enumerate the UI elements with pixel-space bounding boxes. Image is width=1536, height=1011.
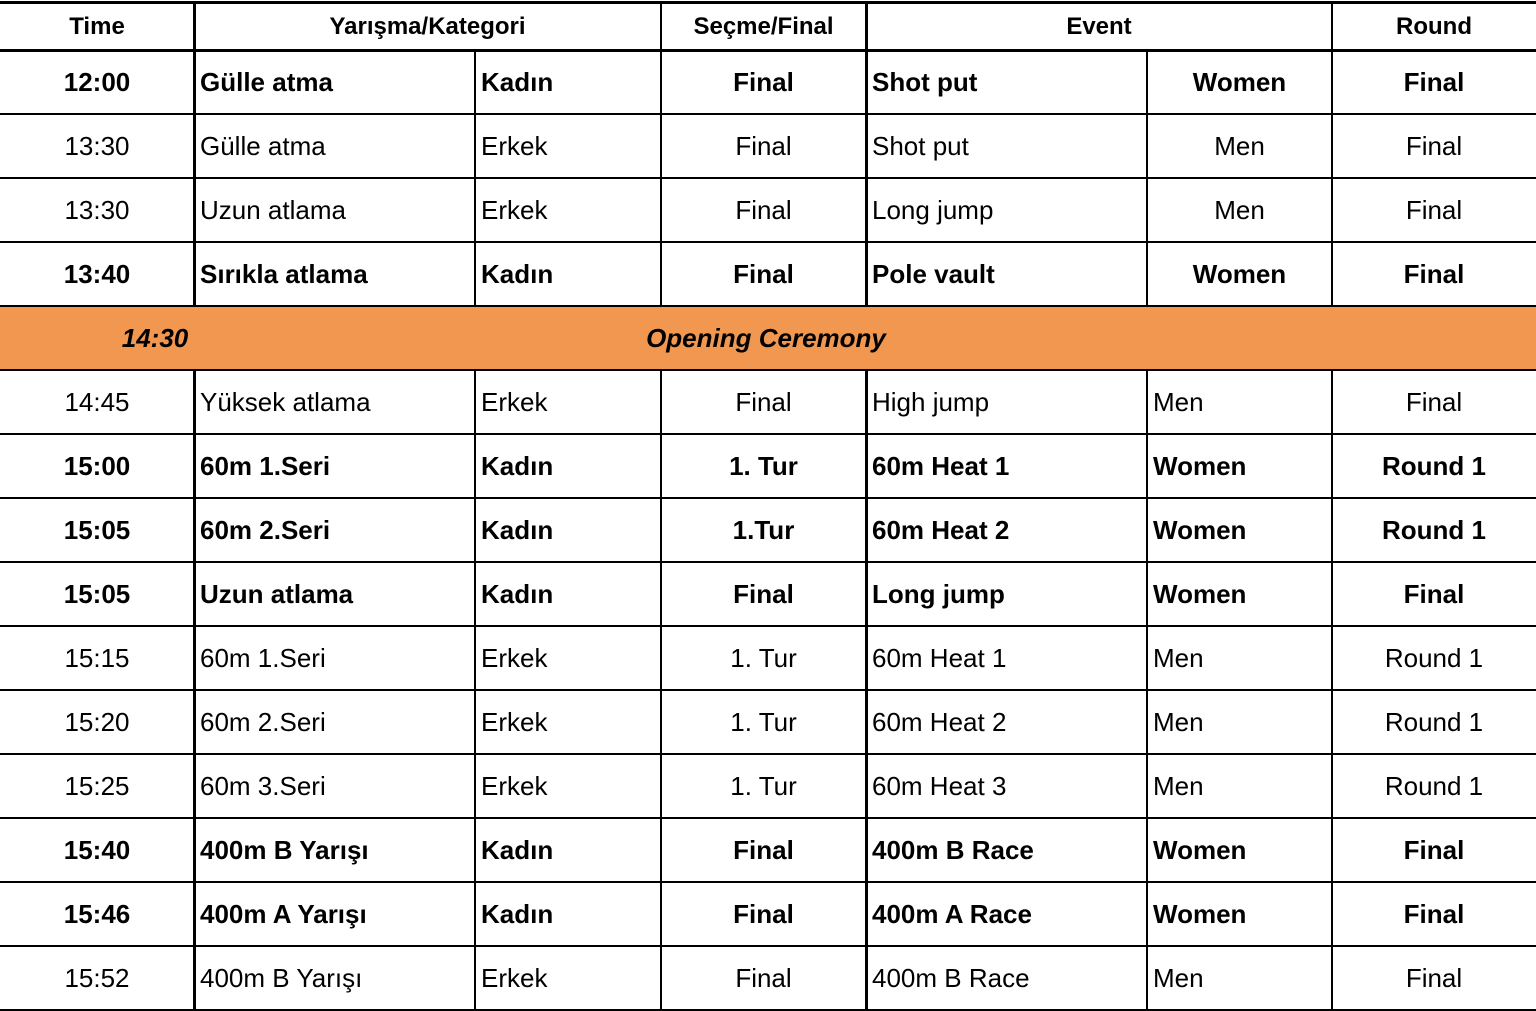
cell-kategori: Erkek: [481, 642, 548, 673]
cell-round: Final: [1405, 386, 1463, 417]
column-border: [1331, 754, 1333, 818]
column-border: [660, 434, 662, 498]
cell-kategori: Kadın: [481, 578, 554, 609]
column-border: [1146, 946, 1148, 1010]
cell-yarisma: 60m 3.Seri: [200, 770, 326, 801]
cell-time: 15:25: [64, 770, 130, 801]
column-border: [193, 370, 196, 434]
row-border: [0, 881, 1536, 883]
column-border: [193, 242, 196, 306]
column-border: [193, 754, 196, 818]
cell-gender: Women: [1153, 834, 1247, 865]
column-border: [1146, 434, 1148, 498]
cell-time: 15:05: [63, 514, 131, 545]
column-border: [865, 690, 868, 754]
cell-round: Round 1: [1384, 642, 1484, 673]
header-round: Round: [1396, 13, 1472, 40]
column-border: [865, 370, 868, 434]
column-border: [1146, 882, 1148, 946]
column-border: [660, 50, 662, 114]
column-border: [1331, 434, 1333, 498]
column-border: [865, 882, 868, 946]
cell-kategori: Kadın: [481, 514, 554, 545]
cell-gender: Men: [1153, 386, 1204, 417]
cell-time: 15:05: [63, 578, 131, 609]
cell-secme: Final: [733, 258, 794, 289]
column-border: [660, 626, 662, 690]
column-border: [1331, 818, 1333, 882]
cell-yarisma: 400m B Yarışı: [200, 962, 363, 993]
cell-kategori: Kadın: [481, 450, 554, 481]
column-border: [474, 562, 476, 626]
column-border: [660, 2, 662, 50]
column-border: [193, 818, 196, 882]
cell-secme: 1.Tur: [732, 514, 795, 545]
column-border: [865, 434, 868, 498]
cell-yarisma: 400m B Yarışı: [200, 834, 369, 865]
cell-gender: Women: [1153, 898, 1247, 929]
column-border: [1146, 818, 1148, 882]
cell-yarisma: 60m 2.Seri: [200, 514, 331, 545]
cell-kategori: Kadın: [481, 834, 554, 865]
cell-secme: Final: [733, 898, 794, 929]
row-border: [0, 369, 1536, 371]
cell-secme: 1. Tur: [730, 770, 797, 801]
column-border: [1331, 690, 1333, 754]
header-event: Event: [1066, 13, 1132, 40]
row-border: [0, 1, 1536, 4]
cell-yarisma: Sırıkla atlama: [200, 258, 368, 289]
column-border: [660, 114, 662, 178]
column-border: [865, 114, 868, 178]
cell-kategori: Kadın: [481, 898, 554, 929]
row-border: [0, 625, 1536, 627]
row-border: [0, 177, 1536, 179]
column-border: [474, 178, 476, 242]
cell-time: 15:46: [63, 898, 131, 929]
cell-secme: Final: [733, 578, 794, 609]
column-border: [1146, 690, 1148, 754]
cell-secme: 1. Tur: [730, 706, 797, 737]
column-border: [865, 50, 868, 114]
cell-secme: Final: [735, 130, 792, 161]
column-border: [1146, 242, 1148, 306]
cell-time: 13:40: [63, 258, 131, 289]
column-border: [474, 434, 476, 498]
cell-time: 15:52: [64, 962, 130, 993]
column-border: [1146, 498, 1148, 562]
cell-time: 13:30: [64, 130, 130, 161]
cell-yarisma: Yüksek atlama: [200, 386, 371, 417]
column-border: [193, 946, 196, 1010]
column-border: [474, 498, 476, 562]
cell-gender: Men: [1214, 194, 1265, 225]
cell-event: Long jump: [872, 194, 994, 225]
column-border: [865, 498, 868, 562]
header-stage: Seçme/Final: [693, 13, 834, 40]
cell-event: Shot put: [872, 130, 969, 161]
column-border: [474, 818, 476, 882]
column-border: [865, 818, 868, 882]
column-border: [660, 690, 662, 754]
cell-round: Round 1: [1382, 450, 1486, 481]
cell-kategori: Kadın: [481, 258, 554, 289]
column-border: [865, 242, 868, 306]
column-border: [660, 754, 662, 818]
column-border: [193, 434, 196, 498]
column-border: [193, 178, 196, 242]
column-border: [865, 562, 868, 626]
column-border: [474, 946, 476, 1010]
column-border: [1331, 498, 1333, 562]
cell-event: 60m Heat 1: [872, 450, 1010, 481]
column-border: [865, 626, 868, 690]
row-border: [0, 945, 1536, 947]
cell-round: Final: [1403, 66, 1465, 97]
cell-event: 60m Heat 2: [872, 706, 1007, 737]
column-border: [193, 562, 196, 626]
cell-event: 400m A Race: [872, 898, 1032, 929]
column-border: [1146, 178, 1148, 242]
column-border: [1331, 50, 1333, 114]
cell-yarisma: 60m 1.Seri: [200, 642, 326, 673]
cell-time: 15:20: [64, 706, 130, 737]
cell-yarisma: 60m 1.Seri: [200, 450, 331, 481]
cell-event: 60m Heat 1: [872, 642, 1007, 673]
cell-yarisma: Gülle atma: [200, 130, 326, 161]
cell-event: Long jump: [872, 578, 1005, 609]
cell-gender: Men: [1214, 130, 1265, 161]
column-border: [1331, 626, 1333, 690]
cell-event: Pole vault: [872, 258, 995, 289]
column-border: [474, 626, 476, 690]
row-border: [0, 497, 1536, 499]
column-border: [474, 50, 476, 114]
cell-time: 15:40: [63, 834, 131, 865]
cell-yarisma: 400m A Yarışı: [200, 898, 367, 929]
cell-round: Final: [1405, 130, 1463, 161]
cell-event: High jump: [872, 386, 990, 417]
column-border: [660, 242, 662, 306]
cell-kategori: Erkek: [481, 130, 548, 161]
cell-gender: Women: [1153, 578, 1247, 609]
row-border: [0, 113, 1536, 115]
cell-round: Round 1: [1382, 514, 1486, 545]
column-border: [193, 498, 196, 562]
cell-yarisma: 60m 2.Seri: [200, 706, 326, 737]
row-border: [0, 49, 1536, 52]
cell-round: Round 1: [1384, 706, 1484, 737]
column-border: [660, 498, 662, 562]
cell-secme: 1. Tur: [729, 450, 798, 481]
row-border: [0, 753, 1536, 755]
cell-secme: Final: [735, 194, 792, 225]
cell-gender: Men: [1153, 962, 1204, 993]
cell-kategori: Erkek: [481, 962, 548, 993]
column-border: [474, 882, 476, 946]
cell-kategori: Kadın: [481, 66, 554, 97]
column-border: [660, 818, 662, 882]
cell-round: Round 1: [1384, 770, 1484, 801]
column-border: [1146, 562, 1148, 626]
column-border: [1146, 370, 1148, 434]
cell-secme: Final: [733, 66, 794, 97]
row-border: [0, 433, 1536, 435]
cell-gender: Men: [1153, 770, 1204, 801]
column-border: [474, 370, 476, 434]
cell-kategori: Erkek: [481, 386, 548, 417]
column-border: [1146, 626, 1148, 690]
row-border: [0, 241, 1536, 243]
ceremony-time: 14:30: [121, 322, 189, 353]
cell-secme: 1. Tur: [730, 642, 797, 673]
cell-round: Final: [1405, 962, 1463, 993]
column-border: [193, 882, 196, 946]
column-border: [1331, 370, 1333, 434]
cell-secme: Final: [735, 962, 792, 993]
cell-event: 400m B Race: [872, 962, 1030, 993]
cell-yarisma: Uzun atlama: [200, 578, 354, 609]
column-border: [1146, 754, 1148, 818]
cell-time: 14:45: [64, 386, 130, 417]
cell-round: Final: [1403, 834, 1465, 865]
cell-round: Final: [1403, 578, 1465, 609]
column-border: [1331, 2, 1333, 50]
cell-time: 13:30: [64, 194, 130, 225]
column-border: [660, 178, 662, 242]
column-border: [474, 114, 476, 178]
column-border: [1331, 562, 1333, 626]
cell-event: 60m Heat 2: [872, 514, 1010, 545]
cell-gender: Women: [1153, 514, 1247, 545]
column-border: [1331, 178, 1333, 242]
column-border: [193, 2, 196, 50]
column-border: [865, 946, 868, 1010]
cell-round: Final: [1403, 898, 1465, 929]
column-border: [660, 370, 662, 434]
cell-time: 15:00: [63, 450, 131, 481]
ceremony-label: Opening Ceremony: [646, 322, 886, 353]
column-border: [1331, 946, 1333, 1010]
column-border: [1331, 114, 1333, 178]
cell-gender: Men: [1153, 706, 1204, 737]
row-border: [0, 817, 1536, 819]
column-border: [660, 946, 662, 1010]
cell-round: Final: [1405, 194, 1463, 225]
cell-kategori: Erkek: [481, 770, 548, 801]
cell-secme: Final: [735, 386, 792, 417]
cell-event: Shot put: [872, 66, 978, 97]
column-border: [193, 690, 196, 754]
column-border: [193, 626, 196, 690]
cell-event: 400m B Race: [872, 834, 1034, 865]
column-border: [1146, 114, 1148, 178]
column-border: [193, 50, 196, 114]
row-border: [0, 305, 1536, 307]
column-border: [865, 754, 868, 818]
column-border: [660, 562, 662, 626]
cell-secme: Final: [733, 834, 794, 865]
column-border: [474, 690, 476, 754]
cell-time: 15:15: [64, 642, 130, 673]
cell-yarisma: Uzun atlama: [200, 194, 346, 225]
cell-round: Final: [1403, 258, 1465, 289]
cell-gender: Women: [1192, 66, 1287, 97]
cell-kategori: Erkek: [481, 706, 548, 737]
cell-gender: Women: [1153, 450, 1247, 481]
cell-gender: Men: [1153, 642, 1204, 673]
column-border: [193, 114, 196, 178]
column-border: [474, 242, 476, 306]
cell-kategori: Erkek: [481, 194, 548, 225]
column-border: [474, 754, 476, 818]
cell-time: 12:00: [63, 66, 131, 97]
row-border: [0, 689, 1536, 691]
column-border: [660, 882, 662, 946]
cell-gender: Women: [1192, 258, 1287, 289]
column-border: [865, 178, 868, 242]
column-border: [1331, 242, 1333, 306]
cell-yarisma: Gülle atma: [200, 66, 333, 97]
header-category: Yarışma/Kategori: [329, 13, 526, 40]
header-time: Time: [69, 13, 125, 40]
row-border: [0, 561, 1536, 563]
column-border: [1331, 882, 1333, 946]
column-border: [865, 2, 868, 50]
cell-event: 60m Heat 3: [872, 770, 1007, 801]
column-border: [1146, 50, 1148, 114]
